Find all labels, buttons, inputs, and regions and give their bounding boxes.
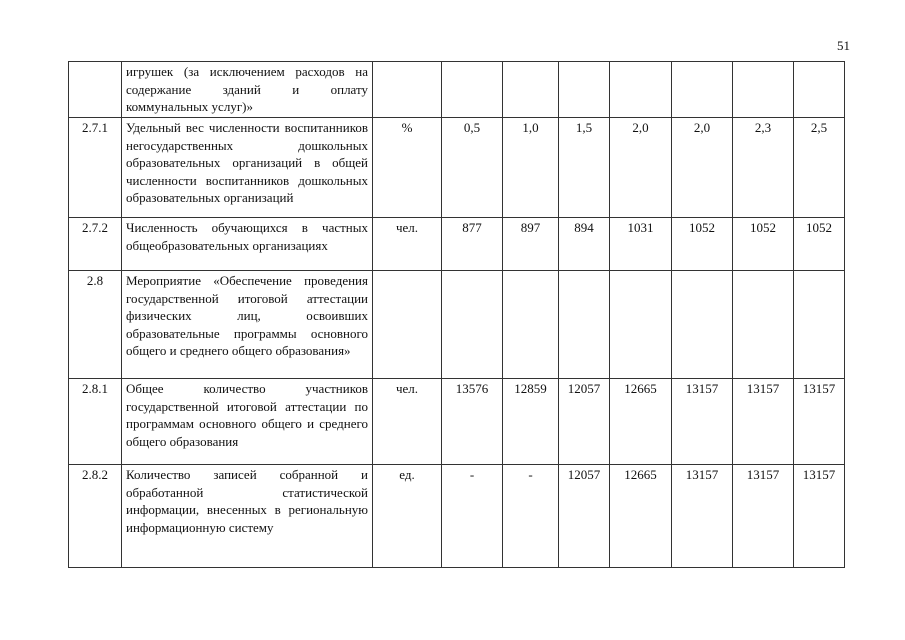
row-number	[69, 62, 122, 118]
value-cell	[794, 271, 845, 379]
unit-of-measure: %	[373, 118, 442, 218]
value-cell	[442, 62, 503, 118]
value-cell: 12665	[610, 379, 672, 465]
value-cell: 13157	[733, 379, 794, 465]
indicators-table	[68, 61, 845, 568]
value-cell: 12057	[559, 465, 610, 568]
value-cell: 2,0	[672, 118, 733, 218]
value-cell: 1052	[794, 218, 845, 271]
table-row	[69, 379, 845, 465]
value-cell: 2,0	[610, 118, 672, 218]
unit-of-measure: чел.	[373, 379, 442, 465]
row-number: 2.8.2	[69, 465, 122, 568]
value-cell	[672, 62, 733, 118]
value-cell: 894	[559, 218, 610, 271]
indicator-description: игрушек (за исключением расходов на содержание зданий и оплату коммунальных услуг)»	[122, 62, 373, 118]
value-cell: 897	[503, 218, 559, 271]
row-number: 2.8.1	[69, 379, 122, 465]
unit-of-measure: ед.	[373, 465, 442, 568]
row-number: 2.8	[69, 271, 122, 379]
value-cell: 1052	[733, 218, 794, 271]
value-cell	[733, 271, 794, 379]
table-body	[69, 62, 845, 568]
value-cell	[559, 271, 610, 379]
value-cell: 2,3	[733, 118, 794, 218]
value-cell: 1052	[672, 218, 733, 271]
value-cell	[442, 271, 503, 379]
value-cell	[794, 62, 845, 118]
value-cell	[733, 62, 794, 118]
value-cell	[610, 62, 672, 118]
table-row	[69, 465, 845, 568]
value-cell: 1031	[610, 218, 672, 271]
value-cell: 0,5	[442, 118, 503, 218]
value-cell	[503, 62, 559, 118]
table-row	[69, 62, 845, 118]
indicator-description: Мероприятие «Обеспечение проведения государственной итоговой аттестации физических лиц, освоивших образовательные программы основного общего и среднего общего образования»	[122, 271, 373, 379]
unit-of-measure: чел.	[373, 218, 442, 271]
value-cell	[559, 62, 610, 118]
indicator-description: Количество записей собранной и обработанной статистической информации, внесенных в региональную информационную систему	[122, 465, 373, 568]
value-cell: -	[442, 465, 503, 568]
value-cell: 13576	[442, 379, 503, 465]
value-cell: 877	[442, 218, 503, 271]
value-cell: 13157	[672, 379, 733, 465]
unit-of-measure	[373, 271, 442, 379]
value-cell: 12859	[503, 379, 559, 465]
row-number: 2.7.2	[69, 218, 122, 271]
value-cell	[610, 271, 672, 379]
value-cell: 1,0	[503, 118, 559, 218]
value-cell: 13157	[672, 465, 733, 568]
value-cell: 2,5	[794, 118, 845, 218]
value-cell: 13157	[794, 379, 845, 465]
row-number: 2.7.1	[69, 118, 122, 218]
indicator-description: Удельный вес численности воспитанников негосударственных дошкольных образовательных организаций в общей численности воспитанников дошкольных образовательных организаций	[122, 118, 373, 218]
table-row	[69, 218, 845, 271]
table-row	[69, 271, 845, 379]
value-cell: 13157	[733, 465, 794, 568]
value-cell: 13157	[794, 465, 845, 568]
value-cell	[503, 271, 559, 379]
indicator-description: Общее количество участников государственной итоговой аттестации по программам основного общего и среднего общего образования	[122, 379, 373, 465]
page-number: 51	[837, 38, 850, 53]
value-cell: -	[503, 465, 559, 568]
unit-of-measure	[373, 62, 442, 118]
value-cell: 12057	[559, 379, 610, 465]
table-row	[69, 118, 845, 218]
value-cell: 1,5	[559, 118, 610, 218]
value-cell	[672, 271, 733, 379]
value-cell: 12665	[610, 465, 672, 568]
indicator-description: Численность обучающихся в частных общеобразовательных организациях	[122, 218, 373, 271]
